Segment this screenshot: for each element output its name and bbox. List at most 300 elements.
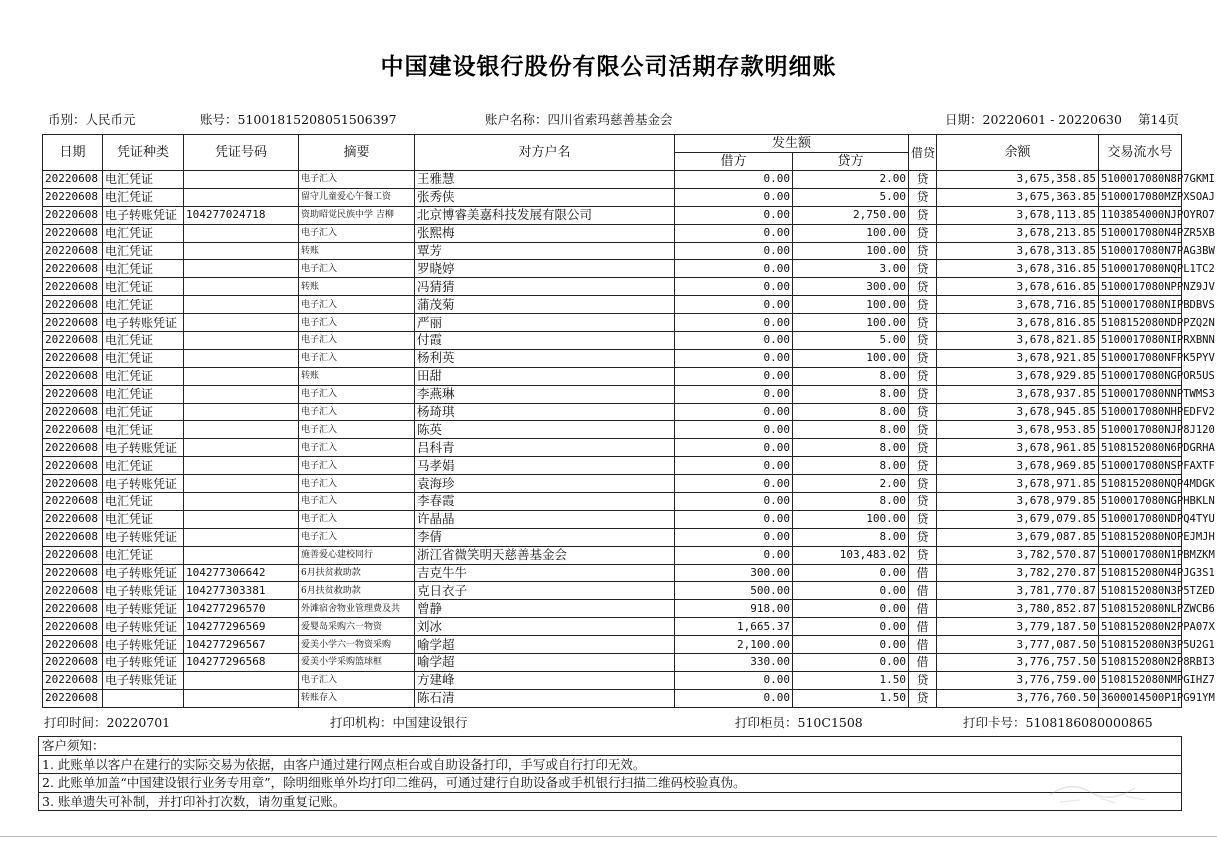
cell-txn-no: 5108152080N3P5TZED (1099, 582, 1182, 600)
table-row (43, 671, 1182, 689)
cell-dc: 贷 (909, 403, 937, 421)
cell-txn-no: 5100017080NIPRXBNN (1099, 332, 1182, 350)
cell-voucher-no: 104277024718 (184, 206, 299, 224)
cell-voucher-type: 电汇凭证 (103, 260, 184, 278)
table-row (43, 278, 1182, 296)
cell-dc: 借 (909, 654, 937, 672)
cell-voucher-type: 电汇凭证 (103, 367, 184, 385)
cell-voucher-no (184, 403, 299, 421)
col-counterparty: 对方户名 (415, 135, 675, 171)
cell-dc: 贷 (909, 242, 937, 260)
cell-txn-no: 5100017080N1PBMZKM (1099, 546, 1182, 564)
cell-txn-no: 5100017080N4PZR5XB (1099, 224, 1182, 242)
cell-voucher-type: 电子转账凭证 (103, 671, 184, 689)
cell-counterparty: 北京博睿美嘉科技发展有限公司 (415, 206, 675, 224)
print-time (44, 713, 170, 731)
cell-date: 20220608 (43, 188, 103, 206)
teller-label: 打印柜员： (735, 715, 798, 730)
cell-voucher-type: 电汇凭证 (103, 510, 184, 528)
cell-txn-no: 5100017080N8P7GKMI (1099, 171, 1182, 189)
cell-debit: 0.00 (675, 332, 793, 350)
cell-debit: 0.00 (675, 278, 793, 296)
account-name-info (485, 110, 673, 128)
cell-voucher-no (184, 224, 299, 242)
cell-voucher-type: 电汇凭证 (103, 457, 184, 475)
cell-voucher-type: 电汇凭证 (103, 296, 184, 314)
col-balance: 余额 (937, 135, 1099, 171)
currency-value: 人民币元 (85, 112, 136, 127)
cell-voucher-type: 电汇凭证 (103, 403, 184, 421)
cell-txn-no: 5100017080NIPBDBVS (1099, 296, 1182, 314)
table-row (43, 206, 1182, 224)
cell-txn-no: 5108152080N6PDGRHA (1099, 439, 1182, 457)
cell-dc: 贷 (909, 260, 937, 278)
table-row (43, 403, 1182, 421)
cell-voucher-type: 电子转账凭证 (103, 636, 184, 654)
cell-credit: 100.00 (793, 510, 909, 528)
cell-txn-no: 5108152080NMPGIHZ7 (1099, 671, 1182, 689)
cell-voucher-no (184, 367, 299, 385)
cell-voucher-no (184, 349, 299, 367)
cell-memo: 电子汇入 (299, 314, 415, 332)
cell-balance: 3,678,313.85 (937, 242, 1099, 260)
print-teller (735, 713, 863, 731)
cell-counterparty: 杨琦琪 (415, 403, 675, 421)
cell-memo: 电子汇入 (299, 224, 415, 242)
cell-date: 20220608 (43, 278, 103, 296)
cell-balance: 3,777,087.50 (937, 636, 1099, 654)
cell-date: 20220608 (43, 636, 103, 654)
cell-voucher-no (184, 457, 299, 475)
cell-dc: 贷 (909, 367, 937, 385)
cell-memo: 电子汇入 (299, 493, 415, 511)
cell-counterparty: 马孝娟 (415, 457, 675, 475)
cell-voucher-no (184, 421, 299, 439)
cell-txn-no: 5100017080NHPEDFV2 (1099, 403, 1182, 421)
cell-dc: 贷 (909, 439, 937, 457)
cell-date: 20220608 (43, 600, 103, 618)
cell-txn-no: 5100017080N7PAG3BW (1099, 242, 1182, 260)
account-value: 51001815208051506397 (237, 112, 397, 127)
cell-memo: 电子汇入 (299, 475, 415, 493)
notice-item: 3. 账单遗失可补制，并打印补打次数，请勿重复记账。 (42, 793, 346, 809)
cell-dc: 贷 (909, 510, 937, 528)
table-row (43, 636, 1182, 654)
cell-credit: 2.00 (793, 171, 909, 189)
customer-notice (38, 736, 1182, 811)
cell-counterparty: 付霞 (415, 332, 675, 350)
table-row (43, 510, 1182, 528)
cell-date: 20220608 (43, 457, 103, 475)
cell-debit: 0.00 (675, 493, 793, 511)
cell-voucher-type: 电子转账凭证 (103, 475, 184, 493)
cell-balance: 3,782,270.87 (937, 564, 1099, 582)
cell-credit: 300.00 (793, 278, 909, 296)
col-txn-no: 交易流水号 (1099, 135, 1182, 171)
cell-debit: 0.00 (675, 403, 793, 421)
cell-txn-no: 5108152080NLPZWCB6 (1099, 600, 1182, 618)
cell-voucher-no (184, 314, 299, 332)
cell-date: 20220608 (43, 421, 103, 439)
cell-txn-no: 5108152080N3P5U2G1 (1099, 636, 1182, 654)
table-row (43, 385, 1182, 403)
cell-counterparty: 王雅慧 (415, 171, 675, 189)
cell-voucher-type (103, 689, 184, 707)
notice-heading: 客户须知： (39, 737, 1181, 756)
cell-date: 20220608 (43, 367, 103, 385)
cell-voucher-type: 电汇凭证 (103, 278, 184, 296)
cell-credit: 0.00 (793, 582, 909, 600)
cell-balance: 3,679,079.85 (937, 510, 1099, 528)
cell-date: 20220608 (43, 493, 103, 511)
cell-debit: 0.00 (675, 385, 793, 403)
cell-voucher-no (184, 493, 299, 511)
table-row (43, 582, 1182, 600)
cell-date: 20220608 (43, 206, 103, 224)
cell-credit: 8.00 (793, 403, 909, 421)
cell-voucher-no (184, 171, 299, 189)
print-org-label: 打印机构： (330, 715, 393, 730)
table-row (43, 439, 1182, 457)
cell-debit: 0.00 (675, 475, 793, 493)
cell-memo: 电子汇入 (299, 349, 415, 367)
col-memo: 摘要 (299, 135, 415, 171)
cell-date: 20220608 (43, 314, 103, 332)
cell-memo: 电子汇入 (299, 260, 415, 278)
date-range-info (945, 110, 1122, 128)
cell-dc: 贷 (909, 421, 937, 439)
cell-memo: 爱婴岛采购六一物资 (299, 618, 415, 636)
cell-counterparty: 杨利英 (415, 349, 675, 367)
cell-balance: 3,678,816.85 (937, 314, 1099, 332)
cell-debit: 0.00 (675, 689, 793, 707)
cell-counterparty: 严丽 (415, 314, 675, 332)
table-row (43, 367, 1182, 385)
cell-counterparty: 李倩 (415, 528, 675, 546)
cell-memo: 电子汇入 (299, 439, 415, 457)
cell-memo: 爱美小学六一物资采购 (299, 636, 415, 654)
table-row (43, 314, 1182, 332)
cell-voucher-type: 电汇凭证 (103, 242, 184, 260)
cell-balance: 3,678,929.85 (937, 367, 1099, 385)
cell-balance: 3,776,759.00 (937, 671, 1099, 689)
cell-debit: 0.00 (675, 439, 793, 457)
cell-debit: 2,100.00 (675, 636, 793, 654)
cell-debit: 0.00 (675, 528, 793, 546)
cell-credit: 8.00 (793, 421, 909, 439)
document-title: 中国建设银行股份有限公司活期存款明细账 (380, 54, 837, 80)
cell-voucher-type: 电子转账凭证 (103, 528, 184, 546)
cell-debit: 0.00 (675, 188, 793, 206)
cell-debit: 0.00 (675, 260, 793, 278)
cell-debit: 0.00 (675, 224, 793, 242)
cell-voucher-no (184, 671, 299, 689)
cell-memo: 电子汇入 (299, 332, 415, 350)
cell-credit: 100.00 (793, 296, 909, 314)
print-org (330, 713, 468, 731)
cell-memo: 资助昭觉民族中学 吉柳 (299, 206, 415, 224)
cell-voucher-type: 电子转账凭证 (103, 654, 184, 672)
cell-txn-no: 5100017080NFPK5PYV (1099, 349, 1182, 367)
cell-counterparty: 刘冰 (415, 618, 675, 636)
cell-txn-no: 5100017080NGPOR5US (1099, 367, 1182, 385)
cell-voucher-no: 104277306642 (184, 564, 299, 582)
cell-credit: 100.00 (793, 314, 909, 332)
cell-credit: 103,483.02 (793, 546, 909, 564)
cell-debit: 330.00 (675, 654, 793, 672)
print-time-label: 打印时间： (44, 715, 107, 730)
cell-date: 20220608 (43, 224, 103, 242)
cell-credit: 1.50 (793, 671, 909, 689)
cell-counterparty: 冯猜猜 (415, 278, 675, 296)
cell-counterparty: 田甜 (415, 367, 675, 385)
cell-counterparty: 浙江省微笑明天慈善基金会 (415, 546, 675, 564)
cell-date: 20220608 (43, 171, 103, 189)
cell-dc: 借 (909, 564, 937, 582)
table-row (43, 242, 1182, 260)
col-amount: 发生额 (675, 135, 909, 153)
table-row (43, 224, 1182, 242)
cell-credit: 2,750.00 (793, 206, 909, 224)
cell-dc: 贷 (909, 689, 937, 707)
cell-balance: 3,678,937.85 (937, 385, 1099, 403)
cell-voucher-no (184, 439, 299, 457)
notice-item: 1. 此账单以客户在建行的实际交易为依据，由客户通过建行网点柜台或自助设备打印，手写或自行打印无效。 (39, 756, 1181, 775)
cell-txn-no: 5100017080MZPXSOAJ (1099, 188, 1182, 206)
cell-balance: 3,781,770.87 (937, 582, 1099, 600)
cell-memo: 外滩宿舍物业管理费及共 (299, 600, 415, 618)
cell-dc: 贷 (909, 671, 937, 689)
cell-date: 20220608 (43, 654, 103, 672)
cell-memo: 转账 (299, 278, 415, 296)
table-row (43, 260, 1182, 278)
cell-credit: 5.00 (793, 188, 909, 206)
cell-dc: 贷 (909, 457, 937, 475)
cell-memo: 电子汇入 (299, 296, 415, 314)
cell-counterparty: 克日衣子 (415, 582, 675, 600)
cell-date: 20220608 (43, 689, 103, 707)
cell-txn-no: 5108152080NOPEJMJH (1099, 528, 1182, 546)
cell-balance: 3,678,969.85 (937, 457, 1099, 475)
cell-txn-no: 5100017080NJP8J120 (1099, 421, 1182, 439)
col-debit: 借方 (675, 153, 793, 171)
cell-voucher-type: 电子转账凭证 (103, 439, 184, 457)
cell-date: 20220608 (43, 582, 103, 600)
cell-voucher-type: 电子转账凭证 (103, 600, 184, 618)
cell-date: 20220608 (43, 546, 103, 564)
table-row (43, 332, 1182, 350)
cell-counterparty: 李燕琳 (415, 385, 675, 403)
print-card (963, 713, 1153, 731)
cell-credit: 8.00 (793, 528, 909, 546)
cell-counterparty: 陈石清 (415, 689, 675, 707)
cell-memo: 电子汇入 (299, 171, 415, 189)
cell-debit: 0.00 (675, 510, 793, 528)
table-row (43, 493, 1182, 511)
cell-dc: 贷 (909, 206, 937, 224)
cell-dc: 贷 (909, 493, 937, 511)
cell-txn-no: 5108152080N4PJG3S1 (1099, 564, 1182, 582)
cell-counterparty: 喻学超 (415, 654, 675, 672)
cell-counterparty: 张秀侠 (415, 188, 675, 206)
cell-credit: 8.00 (793, 385, 909, 403)
cell-date: 20220608 (43, 528, 103, 546)
cell-counterparty: 陈英 (415, 421, 675, 439)
cell-dc: 借 (909, 600, 937, 618)
cell-dc: 贷 (909, 385, 937, 403)
cell-counterparty: 吉克牛牛 (415, 564, 675, 582)
cell-dc: 贷 (909, 332, 937, 350)
cell-memo: 电子汇入 (299, 671, 415, 689)
cell-balance: 3,678,616.85 (937, 278, 1099, 296)
cell-balance: 3,780,852.87 (937, 600, 1099, 618)
cell-debit: 0.00 (675, 367, 793, 385)
cell-credit: 0.00 (793, 564, 909, 582)
date-range-value: 20220601 - 20220630 (982, 112, 1122, 127)
cell-credit: 2.00 (793, 475, 909, 493)
table-row (43, 349, 1182, 367)
cell-voucher-no (184, 260, 299, 278)
cell-dc: 借 (909, 582, 937, 600)
cell-memo: 电子汇入 (299, 403, 415, 421)
account-name-label: 账户名称： (485, 112, 548, 127)
cell-date: 20220608 (43, 510, 103, 528)
cell-voucher-no (184, 546, 299, 564)
cell-voucher-type: 电汇凭证 (103, 385, 184, 403)
account-label: 账号： (200, 112, 238, 127)
cell-voucher-no (184, 296, 299, 314)
cell-voucher-type: 电子转账凭证 (103, 618, 184, 636)
cell-memo: 转账 (299, 242, 415, 260)
cell-dc: 贷 (909, 278, 937, 296)
table-row (43, 188, 1182, 206)
cell-dc: 贷 (909, 171, 937, 189)
cell-balance: 3,678,113.85 (937, 206, 1099, 224)
cell-voucher-no (184, 332, 299, 350)
cell-credit: 3.00 (793, 260, 909, 278)
page-number: 第14页 (1138, 112, 1179, 127)
cell-credit: 100.00 (793, 224, 909, 242)
cell-voucher-type: 电汇凭证 (103, 171, 184, 189)
cell-balance: 3,779,187.50 (937, 618, 1099, 636)
cell-debit: 918.00 (675, 600, 793, 618)
table-row (43, 475, 1182, 493)
faded-stamp-mark (1040, 770, 1160, 810)
currency-info (48, 110, 136, 128)
cell-debit: 1,665.37 (675, 618, 793, 636)
cell-voucher-no: 104277303381 (184, 582, 299, 600)
cell-memo: 电子汇入 (299, 510, 415, 528)
cell-balance: 3,678,961.85 (937, 439, 1099, 457)
cell-credit: 8.00 (793, 493, 909, 511)
cell-counterparty: 罗晓婷 (415, 260, 675, 278)
cell-date: 20220608 (43, 475, 103, 493)
cell-voucher-type: 电汇凭证 (103, 421, 184, 439)
cell-counterparty: 张熙梅 (415, 224, 675, 242)
cell-date: 20220608 (43, 403, 103, 421)
cell-date: 20220608 (43, 332, 103, 350)
cell-date: 20220608 (43, 618, 103, 636)
cell-memo: 转账存入 (299, 689, 415, 707)
cell-credit: 0.00 (793, 654, 909, 672)
cell-debit: 0.00 (675, 546, 793, 564)
date-label: 日期： (945, 112, 983, 127)
table-row (43, 564, 1182, 582)
cell-debit: 0.00 (675, 242, 793, 260)
table-row (43, 654, 1182, 672)
table-row (43, 457, 1182, 475)
cell-balance: 3,678,213.85 (937, 224, 1099, 242)
cell-voucher-type: 电汇凭证 (103, 332, 184, 350)
card-label: 打印卡号： (963, 715, 1026, 730)
cell-voucher-no: 104277296567 (184, 636, 299, 654)
cell-txn-no: 5100017080NQPL1TC2 (1099, 260, 1182, 278)
cell-memo: 施善爱心建校同行 (299, 546, 415, 564)
cell-counterparty: 许晶晶 (415, 510, 675, 528)
cell-txn-no: 5108152080NQP4MDGK (1099, 475, 1182, 493)
cell-memo: 6月扶贫救助款 (299, 582, 415, 600)
cell-dc: 贷 (909, 528, 937, 546)
table-row (43, 689, 1182, 707)
cell-date: 20220608 (43, 242, 103, 260)
cell-credit: 8.00 (793, 367, 909, 385)
cell-voucher-type: 电汇凭证 (103, 224, 184, 242)
cell-date: 20220608 (43, 260, 103, 278)
account-info (200, 110, 397, 128)
cell-balance: 3,678,971.85 (937, 475, 1099, 493)
cell-balance: 3,776,760.50 (937, 689, 1099, 707)
cell-balance: 3,782,570.87 (937, 546, 1099, 564)
cell-balance: 3,776,757.50 (937, 654, 1099, 672)
cell-voucher-no (184, 689, 299, 707)
cell-counterparty: 喻学超 (415, 636, 675, 654)
cell-date: 20220608 (43, 564, 103, 582)
print-org-value: 中国建设银行 (392, 715, 468, 730)
table-row (43, 296, 1182, 314)
cell-voucher-no: 104277296570 (184, 600, 299, 618)
cell-credit: 1.50 (793, 689, 909, 707)
cell-debit: 300.00 (675, 564, 793, 582)
cell-txn-no: 5100017080NPPNZ9JV (1099, 278, 1182, 296)
ledger-table (42, 134, 1215, 708)
col-credit: 贷方 (793, 153, 909, 171)
cell-counterparty: 袁海珍 (415, 475, 675, 493)
cell-counterparty: 蒲茂菊 (415, 296, 675, 314)
cell-balance: 3,675,363.85 (937, 188, 1099, 206)
cell-credit: 100.00 (793, 349, 909, 367)
cell-voucher-no (184, 475, 299, 493)
cell-voucher-type: 电子转账凭证 (103, 564, 184, 582)
account-name-value: 四川省索玛慈善基金会 (547, 112, 673, 127)
table-row (43, 546, 1182, 564)
cell-voucher-type: 电子转账凭证 (103, 314, 184, 332)
cell-txn-no: 3600014500P1PG91YM (1099, 689, 1182, 707)
cell-voucher-type: 电汇凭证 (103, 546, 184, 564)
col-date: 日期 (43, 135, 103, 171)
cell-credit: 100.00 (793, 242, 909, 260)
cell-voucher-no (184, 528, 299, 546)
cell-dc: 贷 (909, 224, 937, 242)
cell-counterparty: 方建峰 (415, 671, 675, 689)
cell-debit: 0.00 (675, 314, 793, 332)
cell-dc: 借 (909, 618, 937, 636)
cell-date: 20220608 (43, 671, 103, 689)
cell-balance: 3,678,921.85 (937, 349, 1099, 367)
table-row (43, 618, 1182, 636)
cell-counterparty: 曾静 (415, 600, 675, 618)
cell-debit: 0.00 (675, 206, 793, 224)
cell-txn-no: 1103854000NJPOYRO7 (1099, 206, 1182, 224)
